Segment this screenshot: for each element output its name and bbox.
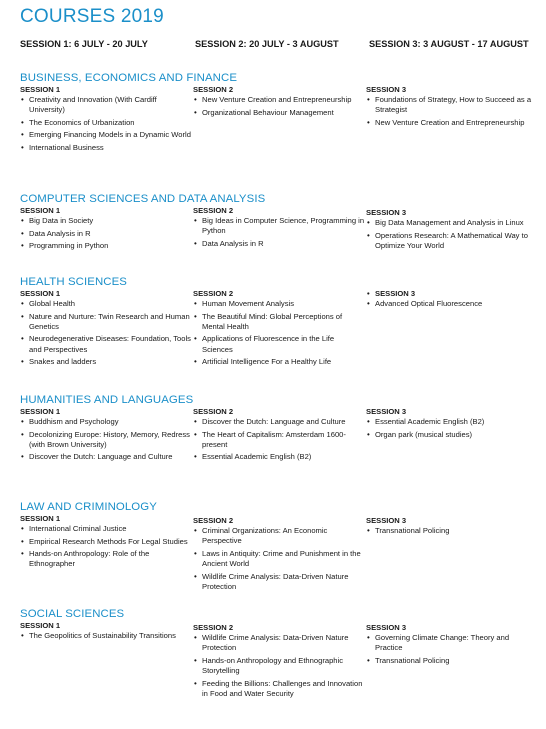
course-list: [366, 633, 538, 666]
course-item: • The Economics of Urbanization: [20, 118, 192, 128]
course-item: • Buddhism and Psychology: [20, 417, 192, 427]
session-label: SESSION 1: [20, 514, 61, 523]
course-item: • Wildlife Crime Analysis: Data-Driven Nature Protection: [193, 633, 365, 654]
course-item: • Discover the Dutch: Language and Culture: [20, 452, 192, 462]
session-label: SESSION 1: [20, 206, 61, 215]
session-3-column: [366, 407, 538, 442]
course-item: • Empirical Research Methods For Legal Studies: [20, 537, 192, 547]
section-health-sciences: [20, 276, 540, 367]
session-label: SESSION 3: [366, 407, 407, 416]
course-item: • Programming in Python: [20, 241, 192, 251]
course-list: [366, 299, 538, 309]
session-1-column: [20, 621, 192, 644]
session-1-header: SESSION 1: 6 JULY - 20 JULY: [20, 39, 148, 49]
session-3-header: SESSION 3: 3 AUGUST - 17 AUGUST: [369, 39, 529, 49]
course-list: [193, 216, 365, 249]
session-2-column: [193, 514, 365, 595]
course-item: • New Venture Creation and Entrepreneurship: [193, 95, 365, 105]
course-item: • Emerging Financing Models in a Dynamic World: [20, 130, 192, 140]
course-list: [193, 299, 365, 368]
course-item: • Global Health: [20, 299, 192, 309]
course-item: • Big Data Management and Analysis in Linux: [366, 218, 538, 228]
section-business: [20, 72, 540, 153]
session-label: SESSION 1: [20, 621, 61, 630]
session-2-column: [193, 621, 365, 702]
course-list: [366, 95, 538, 128]
course-item: • Data Analysis in R: [193, 239, 365, 249]
section-humanities: [20, 394, 540, 462]
course-list: [193, 95, 365, 118]
course-item: • Decolonizing Europe: History, Memory, Redress (with Brown University): [20, 430, 192, 451]
session-2-column: [193, 407, 365, 465]
course-item: • Essential Academic English (B2): [193, 452, 365, 462]
course-item: • International Criminal Justice: [20, 524, 192, 534]
course-list: [20, 95, 192, 153]
course-list: [193, 417, 365, 463]
course-item: • Governing Climate Change: Theory and Practice: [366, 633, 538, 654]
course-list: [366, 218, 538, 251]
session-label: SESSION 1: [20, 85, 61, 94]
course-item: • Hands-on Anthropology: Role of the Ethnographer: [20, 549, 192, 570]
course-item: • International Business: [20, 143, 192, 153]
course-list: [20, 524, 192, 570]
session-2-column: [193, 85, 365, 120]
course-item: • Advanced Optical Fluorescence: [366, 299, 538, 309]
session-label: SESSION 3: [366, 85, 407, 94]
session-label: SESSION 2: [193, 623, 234, 632]
session-2-column: [193, 289, 365, 370]
section-social-sciences: [20, 608, 540, 699]
course-item: • Operations Research: A Mathematical Way to Optimize Your World: [366, 231, 538, 252]
session-1-column: [20, 85, 192, 156]
course-item: • The Heart of Capitalism: Amsterdam 1600-present: [193, 430, 365, 451]
course-item: • Essential Academic English (B2): [366, 417, 538, 427]
course-item: • The Geopolitics of Sustainability Transitions: [20, 631, 192, 641]
session-3-column: [366, 289, 538, 312]
session-1-column: [20, 407, 192, 465]
session-label: SESSION 2: [193, 407, 234, 416]
course-item: • The Beautiful Mind: Global Perceptions of Mental Health: [193, 312, 365, 333]
course-list: [20, 299, 192, 368]
course-item: • Transnational Policing: [366, 526, 538, 536]
session-1-column: [20, 289, 192, 370]
session-label: SESSION 2: [193, 289, 234, 298]
course-list: [193, 526, 365, 592]
session-1-column: [20, 514, 192, 572]
session-label: SESSION 2: [193, 85, 234, 94]
section-law: [20, 501, 540, 592]
course-item: • Laws in Antiquity: Crime and Punishment in the Ancient World: [193, 549, 365, 570]
course-item: • Neurodegenerative Diseases: Foundation, Tools and Perspectives: [20, 334, 192, 355]
section-title: HEALTH SCIENCES: [20, 276, 127, 288]
session-2-column: [193, 206, 365, 251]
course-item: • Hands-on Anthropology and Ethnographic Storytelling: [193, 656, 365, 677]
course-item: • Big Ideas in Computer Science, Programming in Python: [193, 216, 365, 237]
course-list: [366, 417, 538, 440]
session-label: • SESSION 3: [366, 289, 538, 299]
course-item: • Organizational Behaviour Management: [193, 108, 365, 118]
course-item: • Artificial Intelligence For a Healthy Life: [193, 357, 365, 367]
course-list: [20, 216, 192, 251]
course-item: • Organ park (musical studies): [366, 430, 538, 440]
course-item: • Criminal Organizations: An Economic Perspective: [193, 526, 365, 547]
session-label: SESSION 3: [366, 623, 407, 632]
course-item: • Discover the Dutch: Language and Culture: [193, 417, 365, 427]
session-label: SESSION 1: [20, 289, 61, 298]
session-label: SESSION 1: [20, 407, 61, 416]
session-label: SESSION 3: [366, 208, 407, 217]
session-3-column: [366, 514, 538, 539]
course-item: • Feeding the Billions: Challenges and Innovation in Food and Water Security: [193, 679, 365, 700]
session-label: SESSION 2: [193, 206, 234, 215]
session-3-column: [366, 621, 538, 668]
course-item: • Foundations of Strategy, How to Succeed as a Strategist: [366, 95, 538, 116]
course-item: • Snakes and ladders: [20, 357, 192, 367]
course-list: [193, 633, 365, 699]
session-3-column: [366, 206, 538, 253]
section-title: BUSINESS, ECONOMICS AND FINANCE: [20, 72, 238, 84]
course-item: • Applications of Fluorescence in the Life Sciences: [193, 334, 365, 355]
session-3-column: [366, 85, 538, 130]
section-title: SOCIAL SCIENCES: [20, 608, 125, 620]
course-item: • Nature and Nurture: Twin Research and Human Genetics: [20, 312, 192, 333]
session-label: SESSION 2: [193, 516, 234, 525]
course-item: • Human Movement Analysis: [193, 299, 365, 309]
course-item: • Wildlife Crime Analysis: Data-Driven Nature Protection: [193, 572, 365, 593]
course-item: • New Venture Creation and Entrepreneurship: [366, 118, 538, 128]
session-2-header: SESSION 2: 20 JULY - 3 AUGUST: [195, 39, 339, 49]
session-label: SESSION 3: [366, 516, 407, 525]
course-item: • Creativity and Innovation (With Cardiff University): [20, 95, 192, 116]
course-item: • Transnational Policing: [366, 656, 538, 666]
course-item: • Data Analysis in R: [20, 229, 192, 239]
section-title: COMPUTER SCIENCES AND DATA ANALYSIS: [20, 193, 266, 205]
course-list: [366, 526, 538, 536]
page-title: COURSES 2019: [20, 6, 164, 27]
section-title: HUMANITIES AND LANGUAGES: [20, 394, 194, 406]
course-list: [20, 631, 192, 641]
course-list: [20, 417, 192, 463]
section-title: LAW AND CRIMINOLOGY: [20, 501, 157, 513]
course-item: • Big Data in Society: [20, 216, 192, 226]
section-computer-sciences: [20, 193, 540, 251]
session-1-column: [20, 206, 192, 254]
